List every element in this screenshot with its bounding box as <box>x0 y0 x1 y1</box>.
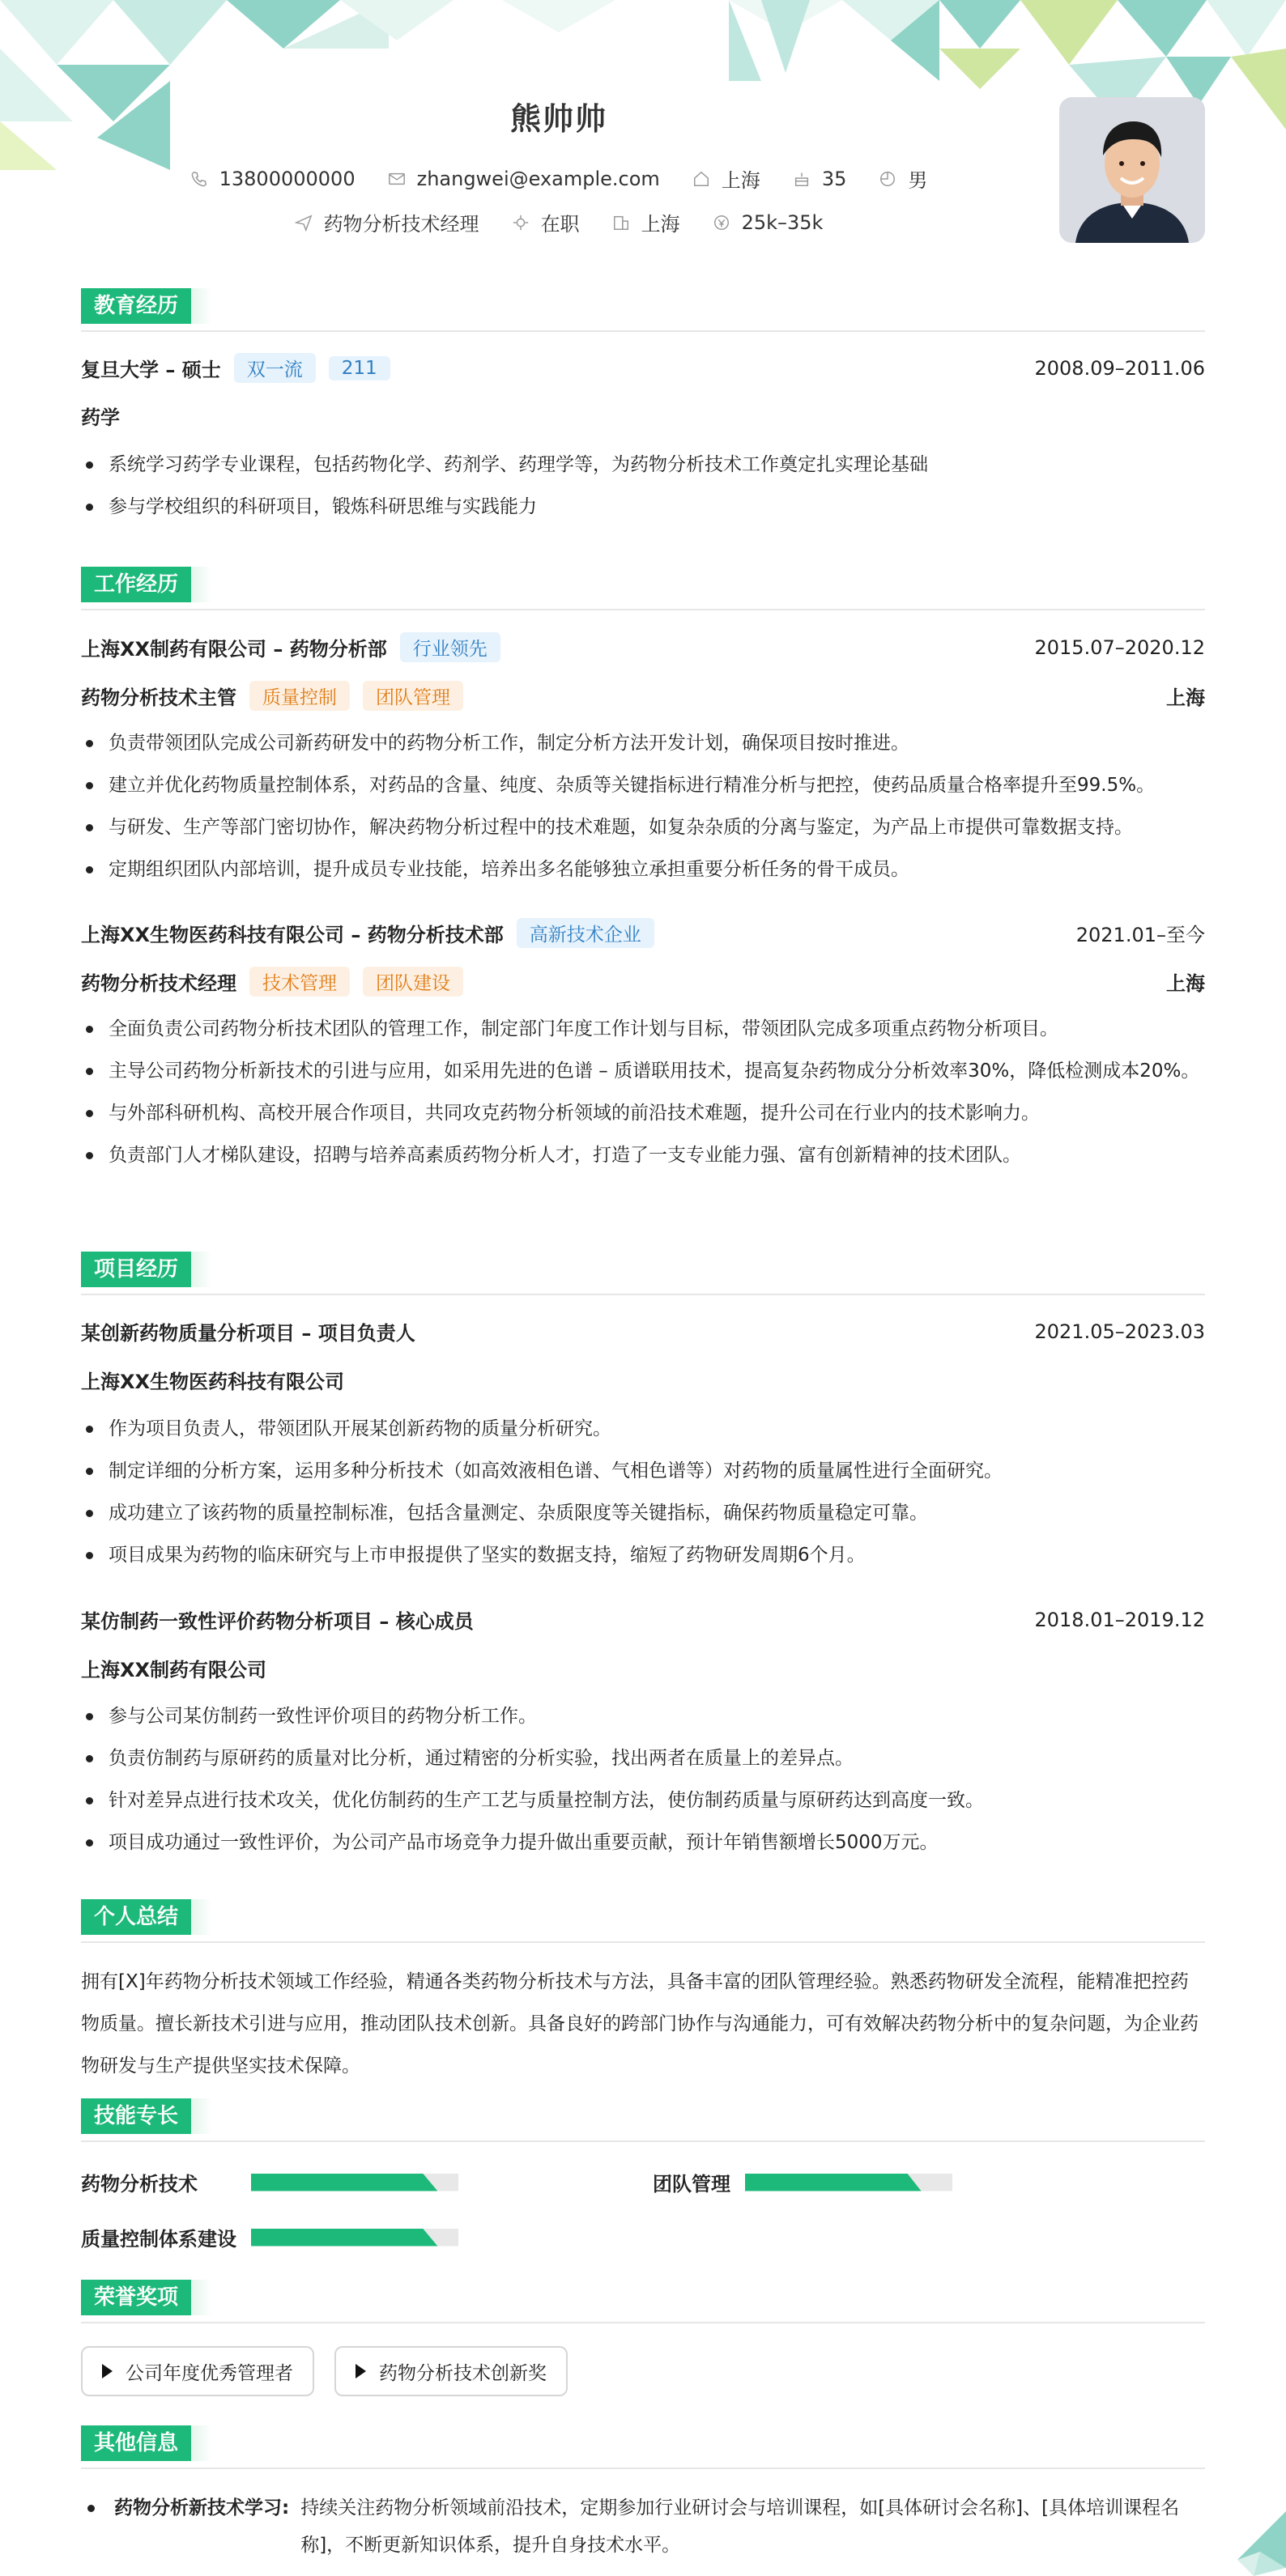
skill-bar <box>251 2174 458 2191</box>
list-item: 针对差异点进行技术攻关，优化仿制药的生产工艺与质量控制方法，使仿制药质量与原研药达到高度一致。 <box>81 1783 1205 1817</box>
project-bullets <box>81 1699 1205 1868</box>
company-tag: 高新技术企业 <box>517 918 654 948</box>
skill-item <box>81 2168 458 2196</box>
work-entry-role <box>81 681 1205 711</box>
project-section-header <box>81 1252 1205 1290</box>
education-section-header <box>81 288 1205 327</box>
major: 药学 <box>81 406 120 429</box>
salary-icon <box>713 214 730 232</box>
phone-item <box>190 168 356 190</box>
work-entry-role <box>81 967 1205 997</box>
company-name: 上海XX生物医药科技有限公司 – 药物分析技术部 <box>81 924 504 946</box>
list-item: 负责部门人才梯队建设，招聘与培养高素质药物分析人才，打造了一支专业能力强、富有创新精神的技术团队。 <box>81 1138 1205 1172</box>
salary-text: 25k–35k <box>741 210 824 234</box>
school-tag: 211 <box>329 356 390 380</box>
section-title-tail <box>191 2280 212 2315</box>
section-divider <box>81 2140 1205 2142</box>
section-title-tail <box>191 1899 212 1935</box>
status-text: 在职 <box>540 213 580 236</box>
section-divider <box>81 1941 1205 1943</box>
section-title: 工作经历 <box>81 567 191 602</box>
summary-text: 拥有[X]年药物分析技术领域工作经验，精通各类药物分析技术与方法，具备丰富的团队管理经验。熟悉药物研发全流程，能精准把控药物质量。擅长新技术引进与应用，推动团队技术创新。具备良好的跨部门协作与沟通能力，可有效解决药物分析中的复杂问题，为企业药物研发与生产提供坚实技术保障。 <box>81 1971 1199 2077</box>
summary-section-header <box>81 1899 1205 1938</box>
section-divider <box>81 2322 1205 2323</box>
age-item <box>793 168 847 190</box>
list-item: 项目成功通过一致性评价，为公司产品市场竞争力提升做出重要贡献，预计年销售额增长5000万元。 <box>81 1826 1205 1860</box>
work-date: 2021.01–至今 <box>1075 924 1205 946</box>
candidate-name: 熊帅帅 <box>509 101 607 137</box>
award-chip <box>334 2346 568 2396</box>
education-date: 2008.09–2011.06 <box>1034 356 1205 380</box>
section-title: 个人总结 <box>81 1899 191 1935</box>
section-title: 项目经历 <box>81 1252 191 1287</box>
section-title-tail <box>191 1252 212 1287</box>
home-icon <box>692 170 710 188</box>
status-item <box>512 208 580 236</box>
phone-icon <box>190 170 208 188</box>
bullet-dot <box>87 2505 95 2512</box>
school-name: 复旦大学 – 硕士 <box>81 359 221 381</box>
list-item: 参与公司某仿制药一致性评价项目的药物分析工作。 <box>81 1699 1205 1733</box>
award-label: 公司年度优秀管理者 <box>126 2362 293 2384</box>
city-text: 上海 <box>721 169 760 192</box>
list-item: 定期组织团队内部培训，提升成员专业技能，培养出多名能够独立承担重要分析任务的骨干成员。 <box>81 852 1205 886</box>
education-bullets <box>81 448 1205 532</box>
target-city-item <box>612 208 680 236</box>
work-bullets <box>81 726 1205 895</box>
company-name: 上海XX制药有限公司 – 药物分析部 <box>81 638 387 661</box>
list-item: 项目成果为药物的临床研究与上市申报提供了坚实的数据支持，缩短了药物研发周期6个月。 <box>81 1538 1205 1572</box>
skill-item <box>81 2223 458 2251</box>
project-title: 某仿制药一致性评价药物分析项目 – 核心成员 <box>81 1610 474 1633</box>
skill-bar-fill <box>251 2229 437 2247</box>
play-icon <box>102 2364 113 2378</box>
city-item <box>692 164 760 193</box>
other-section-header <box>81 2425 1205 2464</box>
work-date: 2015.07–2020.12 <box>1034 635 1205 659</box>
honors-section-header <box>81 2280 1205 2319</box>
gender-text: 男 <box>908 169 928 192</box>
company-tag: 行业领先 <box>400 632 500 662</box>
skill-bar-fill <box>745 2174 922 2191</box>
avatar-portrait <box>1059 97 1205 243</box>
building-icon <box>612 214 630 232</box>
section-title-tail <box>191 2098 212 2134</box>
list-item: 成功建立了该药物的质量控制标准，包括含量测定、杂质限度等关键指标，确保药物质量稳定可靠。 <box>81 1496 1205 1530</box>
skill-bar-fill <box>251 2174 437 2191</box>
age-text: 35 <box>821 167 847 190</box>
section-divider <box>81 609 1205 610</box>
skill-name: 团队管理 <box>653 2173 730 2196</box>
email-text: zhangwei@example.com <box>416 167 660 190</box>
work-location: 上海 <box>1166 687 1205 709</box>
role-tag: 技术管理 <box>249 967 350 997</box>
cake-icon <box>793 170 811 188</box>
skill-bar <box>251 2229 458 2247</box>
skill-item <box>653 2168 952 2196</box>
education-entry <box>81 353 1205 383</box>
avatar <box>1059 97 1205 243</box>
role-title: 药物分析技术经理 <box>81 972 236 995</box>
award-chip <box>81 2346 314 2396</box>
project-date: 2018.01–2019.12 <box>1034 1608 1205 1631</box>
section-divider <box>81 1294 1205 1295</box>
send-icon <box>295 214 313 232</box>
list-item: 参与学校组织的科研项目，锻炼科研思维与实践能力 <box>81 490 1205 524</box>
project-org: 上海XX生物医药科技有限公司 <box>81 1371 345 1393</box>
section-title: 教育经历 <box>81 288 191 324</box>
play-icon <box>356 2364 366 2378</box>
role-tag: 团队管理 <box>363 681 463 711</box>
list-item: 全面负责公司药物分析技术团队的管理工作，制定部门年度工作计划与目标，带领团队完成多项重点药物分析项目。 <box>81 1012 1205 1046</box>
section-title: 荣誉奖项 <box>81 2280 191 2315</box>
list-item: 与外部科研机构、高校开展合作项目，共同攻克药物分析领域的前沿技术难题，提升公司在行业内的技术影响力。 <box>81 1096 1205 1130</box>
skills-section-header <box>81 2098 1205 2137</box>
section-title: 技能专长 <box>81 2098 191 2134</box>
target-city-text: 上海 <box>641 213 680 236</box>
list-item: 负责仿制药与原研药的质量对比分析，通过精密的分析实验，找出两者在质量上的差异点。 <box>81 1741 1205 1775</box>
skill-name: 药物分析技术 <box>81 2173 198 2196</box>
salary-item <box>713 211 824 234</box>
major-row <box>81 402 1205 430</box>
school-tag: 双一流 <box>234 353 316 383</box>
project-entry-org <box>81 1654 1205 1682</box>
project-entry-org <box>81 1366 1205 1394</box>
project-entry-title <box>81 1317 1205 1345</box>
gender-item <box>879 164 927 193</box>
role-tag: 质量控制 <box>249 681 350 711</box>
project-org: 上海XX制药有限公司 <box>81 1659 267 1681</box>
status-icon <box>512 214 530 232</box>
job-intent-row <box>81 208 1037 236</box>
phone-text: 13800000000 <box>219 167 356 190</box>
skill-bar <box>745 2174 952 2191</box>
position-item <box>295 208 479 236</box>
list-item: 主导公司药物分析新技术的引进与应用，如采用先进的色谱 – 质谱联用技术，提高复杂药物成分分析效率30%，降低检测成本20%。 <box>81 1054 1205 1088</box>
role-tag: 团队建设 <box>363 967 463 997</box>
work-bullets <box>81 1012 1205 1180</box>
position-text: 药物分析技术经理 <box>323 213 479 236</box>
other-info-text: 持续关注药物分析领域前沿技术，定期参加行业研讨会与培训课程，如[具体研讨会名称]、[具体培训课程名称]，不断更新知识体系，提升自身技术水平。 <box>300 2497 1180 2556</box>
list-item: 与研发、生产等部门密切协作，解决药物分析过程中的技术难题，如复杂杂质的分离与鉴定，为产品上市提供可靠数据支持。 <box>81 810 1205 844</box>
work-section-header <box>81 567 1205 606</box>
skill-name: 质量控制体系建设 <box>81 2228 236 2251</box>
section-title-tail <box>191 288 212 324</box>
list-item: 作为项目负责人，带领团队开展某创新药物的质量分析研究。 <box>81 1412 1205 1446</box>
project-date: 2021.05–2023.03 <box>1034 1320 1205 1343</box>
email-item <box>388 168 660 190</box>
section-title-tail <box>191 567 212 602</box>
section-title: 其他信息 <box>81 2425 191 2461</box>
section-title-tail <box>191 2425 212 2461</box>
list-item: 建立并优化药物质量控制体系，对药品的含量、纯度、杂质等关键指标进行精准分析与把控，使药品质量合格率提升至99.5%。 <box>81 768 1205 802</box>
work-location: 上海 <box>1166 972 1205 995</box>
list-item: 制定详细的分析方案，运用多种分析技术（如高效液相色谱、气相色谱等）对药物的质量属性进行全面研究。 <box>81 1454 1205 1488</box>
other-info-item <box>81 2489 1205 2564</box>
project-entry-title <box>81 1605 1205 1634</box>
other-info-label: 药物分析新技术学习: <box>114 2497 290 2519</box>
project-bullets <box>81 1412 1205 1580</box>
email-icon <box>388 170 406 188</box>
list-item: 系统学习药学专业课程，包括药物化学、药剂学、药理学等，为药物分析技术工作奠定扎实理论基础 <box>81 448 1205 482</box>
section-divider <box>81 330 1205 332</box>
gender-icon <box>879 170 896 188</box>
project-title: 某创新药物质量分析项目 – 项目负责人 <box>81 1322 415 1345</box>
contact-info-row <box>81 164 1037 193</box>
list-item: 负责带领团队完成公司新药研发中的药物分析工作，制定分析方法开发计划，确保项目按时推进。 <box>81 726 1205 760</box>
role-title: 药物分析技术主管 <box>81 687 236 709</box>
work-entry-company <box>81 918 1205 948</box>
award-label: 药物分析技术创新奖 <box>379 2362 547 2384</box>
work-entry-company <box>81 632 1205 662</box>
section-divider <box>81 2468 1205 2469</box>
